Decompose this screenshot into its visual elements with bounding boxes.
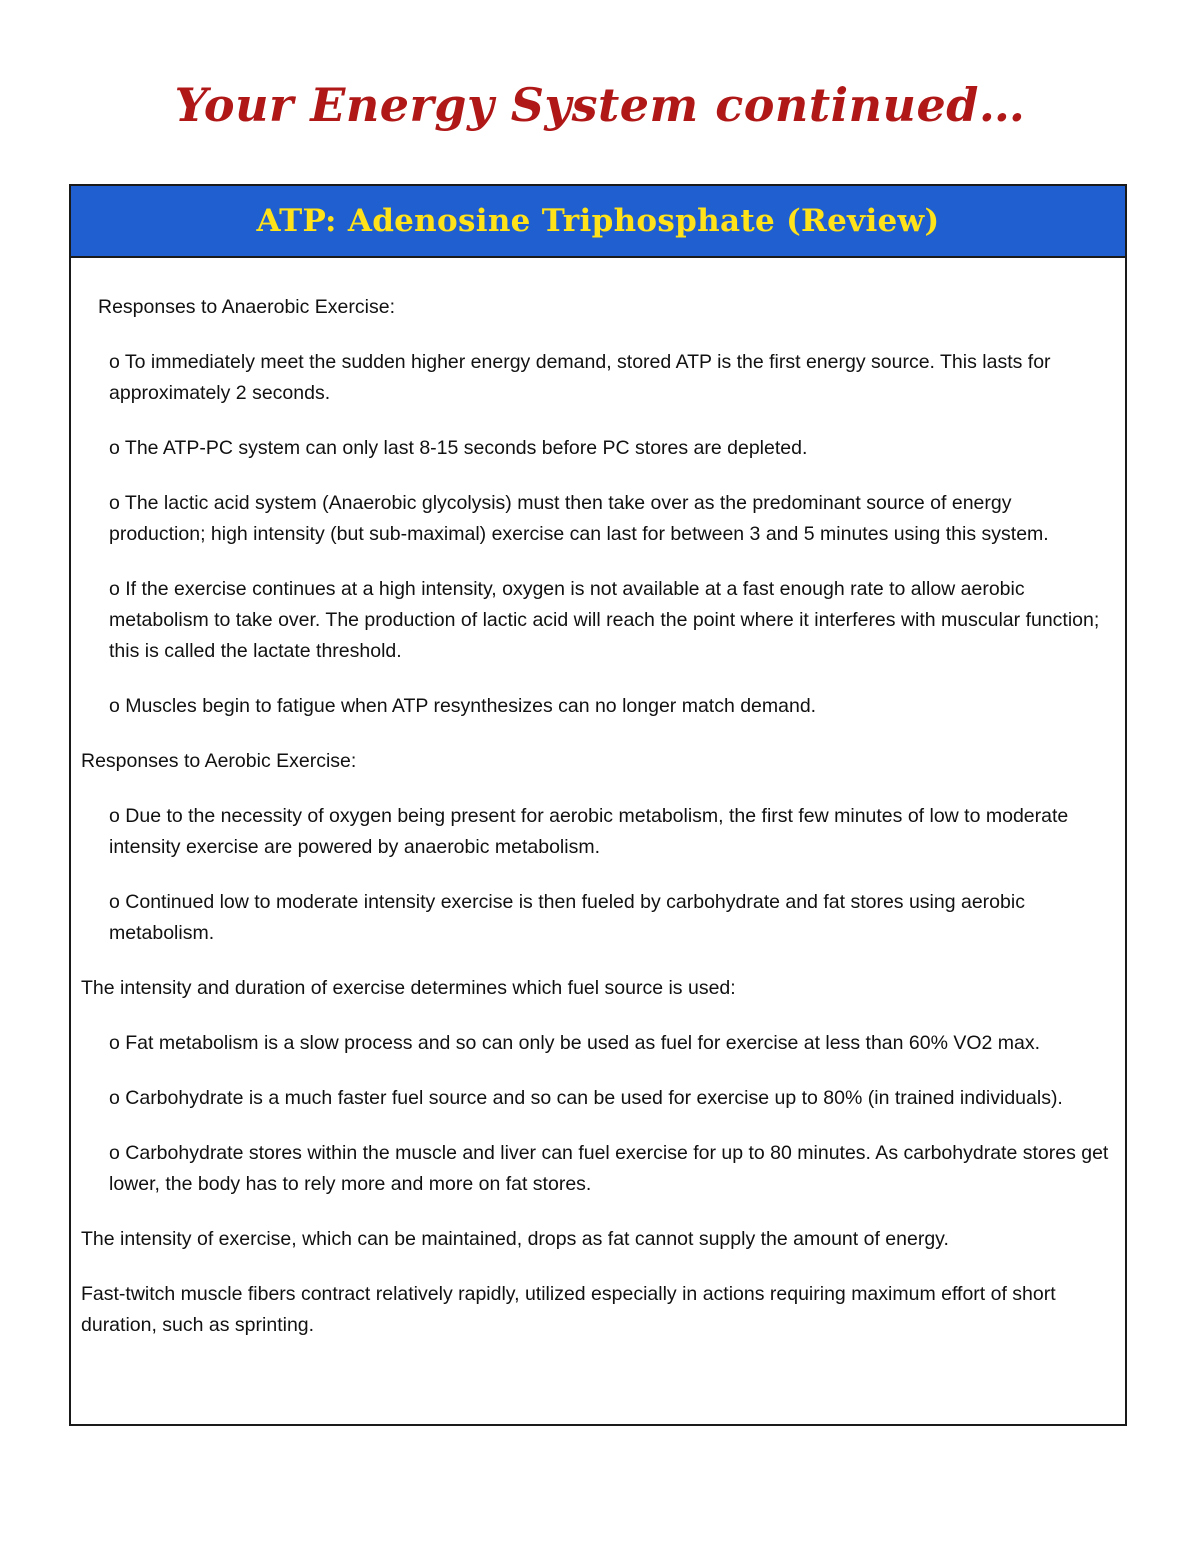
anaerobic-item: o The ATP-PC system can only last 8-15 seconds before PC stores are depleted.: [109, 437, 808, 459]
anaerobic-item: o The lactic acid system (Anaerobic glycolysis) must then take over as the predominant source of energy production; high intensity (but sub-maximal) exercise can last for between 3 and 5 minutes using this system.: [109, 492, 1049, 545]
aerobic-item: o Continued low to moderate intensity exercise is then fueled by carbohydrate and fat stores using aerobic metabolism.: [109, 891, 1025, 944]
box-content: [71, 258, 1125, 1341]
anaerobic-heading: Responses to Anaerobic Exercise:: [98, 296, 395, 318]
fuel-item: o Carbohydrate stores within the muscle and liver can fuel exercise for up to 80 minutes. As carbohydrate stores get lower, the body has to rely more and more on fat stores.: [109, 1142, 1109, 1195]
page-title: Your Energy System continued…: [174, 78, 1026, 132]
closing-paragraph: Fast-twitch muscle fibers contract relatively rapidly, utilized especially in actions requiring maximum effort of short duration, such as sprinting.: [81, 1283, 1056, 1336]
fuel-heading: The intensity and duration of exercise determines which fuel source is used:: [81, 977, 736, 999]
fuel-item: o Carbohydrate is a much faster fuel source and so can be used for exercise up to 80% (in trained individuals).: [109, 1087, 1063, 1109]
closing-paragraph: The intensity of exercise, which can be maintained, drops as fat cannot supply the amount of energy.: [81, 1228, 949, 1250]
anaerobic-item: o Muscles begin to fatigue when ATP resynthesizes can no longer match demand.: [109, 695, 817, 717]
fuel-item: o Fat metabolism is a slow process and so can only be used as fuel for exercise at less than 60% VO2 max.: [109, 1032, 1041, 1054]
box-header: [71, 186, 1125, 258]
aerobic-heading: Responses to Aerobic Exercise:: [81, 750, 357, 772]
anaerobic-item: o To immediately meet the sudden higher energy demand, stored ATP is the first energy source. This lasts for approximately 2 seconds.: [109, 351, 1051, 404]
anaerobic-item: o If the exercise continues at a high intensity, oxygen is not available at a fast enough rate to allow aerobic metabolism to take over. The production of lactic acid will reach the point where it interferes with muscular function; this is called the lactate threshold.: [109, 578, 1100, 662]
aerobic-item: o Due to the necessity of oxygen being present for aerobic metabolism, the first few minutes of low to moderate intensity exercise are powered by anaerobic metabolism.: [109, 805, 1069, 858]
atp-review-box: [69, 184, 1127, 1426]
box-header-title: ATP: Adenosine Triphosphate (Review): [256, 203, 940, 239]
